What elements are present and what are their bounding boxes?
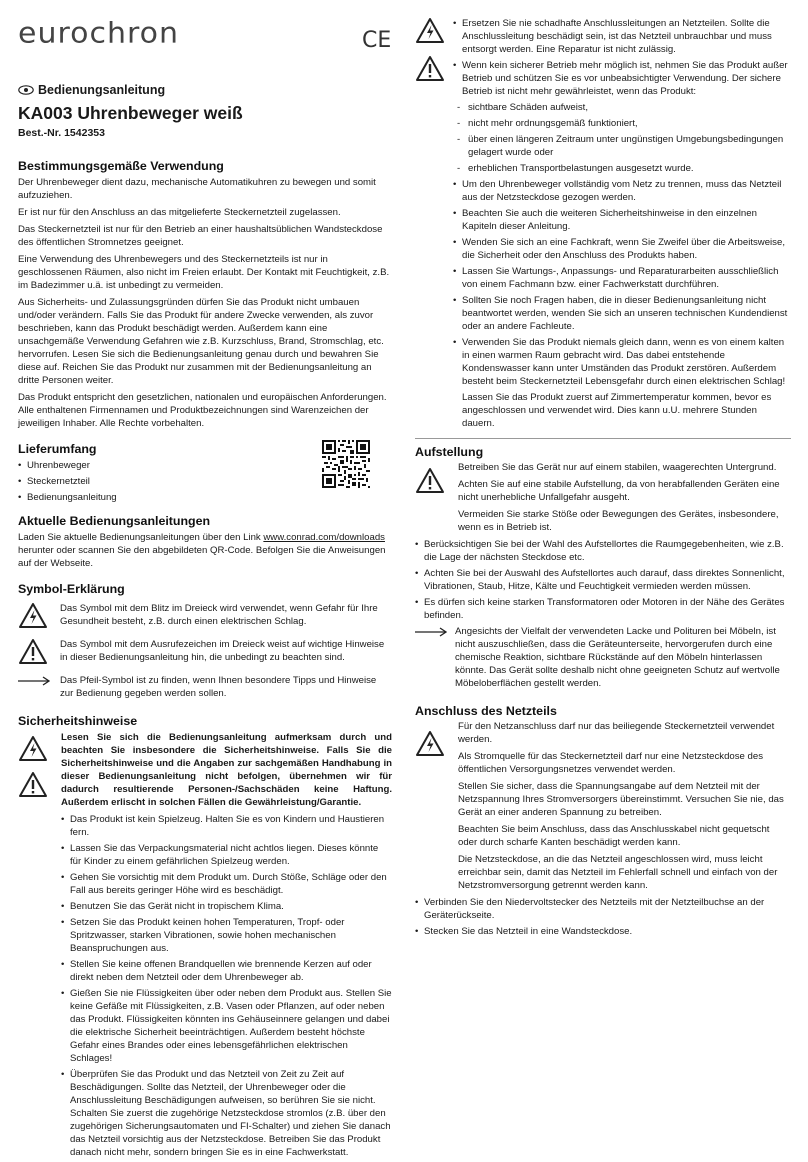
room-temp-note: Lassen Sie das Produkt zuerst auf Zimmertemperatur kommen, bevor es angeschlossen und verwendet wird. Dies kann u.U. mehrere Stunden dauern. — [462, 392, 772, 429]
symbol-row-exclamation — [18, 638, 392, 672]
safety-continued — [415, 17, 791, 430]
safety-item: • Verwenden Sie das Produkt niemals gleich dann, wenn es von einem kalten in einen warmen Raum gebracht wird. Das dabei entstehende Kondenswasser kann unter Umständen das Produkt zerstören. Außerdem besteht beim Steckernetzteil Lebensgefahr durch einen elektrischen Schlag! — [453, 336, 791, 388]
safety-item: • Gehen Sie vorsichtig mit dem Produkt um. Durch Stöße, Schläge oder den Fall aus bereits geringer Höhe wird es beschädigt. — [61, 871, 392, 897]
safety-item: • Das Produkt ist kein Spielzeug. Halten Sie es von Kindern und Haustieren fern. — [61, 813, 392, 839]
scope-item: • Uhrenbeweger — [18, 459, 318, 472]
ce-mark: CE — [362, 28, 392, 53]
condition-item: - sichtbare Schäden aufweist, — [453, 101, 791, 114]
intended-use-p5: Aus Sicherheits- und Zulassungsgründen dürfen Sie das Produkt nicht umbauen und/oder verändern. Falls Sie das Produkt für andere Zwecke verwenden, als zuvor beschrieben, kann das Produkt beschädigt werden. Außerdem kann eine unsachgemäße Verwendung Gefahren wie z.B. Kurzschluss, Brand, Stromschlag, etc. hervorrufen. Lesen Sie sich die Bedienungsanleitung genau durch und bewahren Sie diese auf. Reichen Sie das Produkt nur zusammen mit der Bedienungsanleitung an dritte Personen weiter. — [18, 297, 384, 386]
safety-item: • Gießen Sie nie Flüssigkeiten über oder neben dem Produkt aus. Stellen Sie keine Gefäße mit Flüssigkeiten, z.B. Vasen oder Pflanzen, auf oder neben das Produkt. Flüssigkeiten könnten ins Gehäuseinnere gelangen und dabei die elektrische Sicherheit beeinträchtigen. Außerdem besteht höchste Gefahr eines Brandes oder eines lebensgefährlichen elektrischen Schlages! — [61, 987, 392, 1065]
right-column — [415, 17, 791, 941]
setup-item: • Es dürfen sich keine starken Transformatoren oder Motoren in der Nähe des Gerätes befinden. — [415, 596, 791, 622]
lightning-warning-icon — [18, 735, 48, 762]
scope-list — [18, 459, 318, 504]
safety-item: • Wenn kein sicherer Betrieb mehr möglich ist, nehmen Sie das Produkt außer Betrieb und schützen Sie es vor unbeabsichtigter Verwendung. Der sichere Betrieb ist nicht mehr gewährleistet, wenn das Produkt: — [453, 59, 791, 98]
safety-heading: Sicherheitshinweise — [18, 714, 138, 728]
safety-list-left — [61, 813, 392, 1159]
safety-block — [18, 731, 392, 1159]
safety-item: • Überprüfen Sie das Produkt und das Netzteil von Zeit zu Zeit auf Beschädigungen. Sollte das Netzteil, der Uhrenbeweger oder die Anschlussleitung Beschädigungen aufweisen, so berühren Sie sie nicht. Schalten Sie zuerst die zugehörige Netzsteckdose stromlos (z.B. über den zugehörigen Sicherungsautomaten und FI-Schalter) und ziehen Sie danach das Netzteil vorsichtig aus der Netzsteckdose. Betreiben Sie das Produkt danach nicht mehr, sondern bringen Sie es in eine Fachwerkstatt. — [61, 1068, 392, 1159]
scope-heading: Lieferumfang — [18, 442, 97, 456]
safety-item: • Wenden Sie sich an eine Fachkraft, wenn Sie Zweifel über die Arbeitsweise, die Sicherheit oder den Anschluss des Produkts haben. — [453, 236, 791, 262]
power-warning-block — [415, 720, 791, 892]
intended-use-p1: Der Uhrenbeweger dient dazu, mechanische Automatikuhren zu bewegen und somit aufzuziehen. — [18, 177, 376, 201]
safety-item: • Ersetzen Sie nie schadhafte Anschlussleitungen an Netzteilen. Sollte die Anschlussleitung beschädigt sein, ist das Netzteil unbrauchbar und muss entsorgt werden. Eine Reparatur ist nicht zulässig. — [453, 17, 791, 56]
setup-heading: Aufstellung — [415, 445, 484, 459]
symbol-row-lightning — [18, 602, 392, 636]
power-warn-p2: Als Stromquelle für das Steckernetzteil darf nur eine Netzsteckdose des öffentlichen Versorgungsnetzes verwendet werden. — [458, 751, 764, 775]
power-warn-p3: Stellen Sie sicher, dass die Spannungsangabe auf dem Netzteil mit der Netzspannung Ihres Stromversorgers übereinstimmt. Versuchen Sie nie, das Gerät an einer anderen Spannung zu betreiben. — [458, 781, 784, 818]
exclamation-warning-icon — [18, 638, 48, 665]
brand-logo: eurochron — [18, 16, 180, 51]
lightning-warning-icon — [18, 602, 48, 629]
safety-list-right — [453, 178, 791, 388]
intended-use-p4: Eine Verwendung des Uhrenbewegers und des Steckernetzteils ist nur in geschlossenen Räumen, also nicht im Freien erlaubt. Der Kontakt mit Feuchtigkeit, z.B. im Badezimmer u.ä. ist unbedingt zu vermeiden. — [18, 254, 390, 291]
condition-item: - über einen längeren Zeitraum unter ungünstigen Umgebungsbedingungen gelagert wurde oder — [453, 133, 791, 159]
power-warn-p4: Beachten Sie beim Anschluss, dass das Anschlusskabel nicht gequetscht oder durch scharfe Kanten beschädigt werden kann. — [458, 824, 770, 848]
power-warn-p1: Für den Netzanschluss darf nur das beiliegende Steckernetzteil verwendet werden. — [458, 721, 775, 745]
symbol-text-lightning: Das Symbol mit dem Blitz im Dreieck wird verwendet, wenn Gefahr für Ihre Gesundheit besteht, z.B. durch einen elektrischen Schlag. — [60, 603, 378, 627]
condition-item: - nicht mehr ordnungsgemäß funktioniert, — [453, 117, 791, 130]
intended-use-p2: Er ist nur für den Anschluss an das mitgelieferte Steckernetzteil zugelassen. — [18, 207, 341, 218]
condition-list — [453, 101, 791, 175]
updates-text: Laden Sie aktuelle Bedienungsanleitungen über den Link www.conrad.com/downloads herunter oder scannen Sie den abgebildeten QR-Code. Befolgen Sie die Anweisungen auf der Webseite. — [18, 532, 386, 569]
doc-title: KA003 Uhrenbeweger weiß — [18, 103, 243, 123]
safety-item: • Um den Uhrenbeweger vollständig vom Netz zu trennen, muss das Netzteil aus der Netzsteckdose gezogen werden. — [453, 178, 791, 204]
qr-code — [322, 440, 370, 488]
section-rule — [415, 438, 791, 439]
symbol-text-exclamation: Das Symbol mit dem Ausrufezeichen im Dreieck weist auf wichtige Hinweise in dieser Bedienungsanleitung hin, die unbedingt zu beachten sind. — [60, 639, 385, 663]
doc-type-label: Bedienungsanleitung — [38, 83, 166, 97]
intended-use-body — [18, 176, 392, 430]
intended-use-p6: Das Produkt entspricht den gesetzlichen, nationalen und europäischen Anforderungen. Alle enthaltenen Firmennamen und Produktbezeichnungen sind Warenzeichen der jeweiligen Inhaber. Alle Rechte vorbehalten. — [18, 392, 387, 429]
doc-type-line — [18, 83, 392, 97]
setup-warn-p1: Betreiben Sie das Gerät nur auf einem stabilen, waagerechten Untergrund. — [458, 462, 777, 473]
power-warn-p5: Die Netzsteckdose, an die das Netzteil angeschlossen wird, muss leicht erreichbar sein, damit das Netzteil im Fehlerfall schnell und einfach von der Netzstromversorgung getrennt werden kann. — [458, 854, 778, 891]
setup-tip-block — [415, 625, 791, 690]
setup-list — [415, 538, 791, 622]
symbol-text-arrow: Das Pfeil-Symbol ist zu finden, wenn Ihnen besondere Tipps und Hinweise zur Bedienung gegeben werden sollen. — [60, 675, 377, 699]
safety-item: • Lassen Sie Wartungs-, Anpassungs- und Reparaturarbeiten ausschließlich von einem Fachmann bzw. einer Fachwerkstatt durchführen. — [453, 265, 791, 291]
safety-item: • Benutzen Sie das Gerät nicht in tropischem Klima. — [61, 900, 392, 913]
condition-item: - erheblichen Transportbelastungen ausgesetzt wurde. — [453, 162, 791, 175]
setup-item: • Achten Sie bei der Auswahl des Aufstellortes auch darauf, dass direktes Sonnenlicht, Vibrationen, Staub, Hitze, Kälte und Feuchtigkeit vermieden werden müssen. — [415, 567, 791, 593]
symbols-heading: Symbol-Erklärung — [18, 582, 125, 596]
power-item: • Stecken Sie das Netzteil in eine Wandsteckdose. — [415, 925, 791, 938]
safety-intro: Lesen Sie sich die Bedienungsanleitung aufmerksam durch und beachten Sie insbesondere die Sicherheitshinweise. Falls Sie die Sicherheitshinweise und die Angaben zur sachgemäßen Handhabung in dieser Bedienungsanleitung nicht befolgen, übernehmen wir für dadurch resultierende Personen-/Sachschäden keine Haftung. Außerdem erlischt in solchen Fällen die Gewährleistung/Garantie. — [61, 732, 392, 808]
symbols-list — [18, 602, 392, 702]
safety-list-right-top — [453, 17, 791, 98]
intended-use-heading: Bestimmungsgemäße Verwendung — [18, 159, 224, 173]
exclamation-warning-icon — [18, 771, 48, 798]
eye-icon — [18, 85, 34, 95]
setup-warn-p3: Vermeiden Sie starke Stöße oder Bewegungen des Gerätes, insbesondere, wenn es in Betrieb ist. — [458, 509, 779, 533]
intended-use-p3: Das Steckernetzteil ist nur für den Betrieb an einer haushaltsüblichen Wandsteckdose des öffentlichen Stromnetzes geeignet. — [18, 224, 383, 248]
scope-item: • Steckernetzteil — [18, 475, 318, 488]
setup-tip: Angesichts der Vielfalt der verwendeten Lacke und Polituren bei Möbeln, ist nicht auszuschließen, dass die Geräteunterseite, hervorgerufen durch eine chemische Reaktion, sichtbare Rückstände auf den Möbeln hinterlassen könnte. Das Gerät sollte deshalb nicht ohne geeigneten Schutz auf wertvolle Möbeloberflächen gestellt werden. — [455, 626, 780, 689]
downloads-link[interactable]: www.conrad.com/downloads — [263, 532, 385, 543]
symbol-row-arrow — [18, 674, 392, 702]
arrow-icon — [18, 676, 50, 686]
setup-item: • Berücksichtigen Sie bei der Wahl des Aufstellortes die Raumgegebenheiten, wie z.B. die Lage der nächsten Steckdose etc. — [415, 538, 791, 564]
power-heading: Anschluss des Netzteils — [415, 704, 557, 718]
safety-item: • Setzen Sie das Produkt keinen hohen Temperaturen, Tropf- oder Spritzwasser, starken Vibrationen, sowie hohen mechanischen Beanspruchungen aus. — [61, 916, 392, 955]
setup-warn-p2: Achten Sie auf eine stabile Aufstellung, da von herabfallenden Geräten eine nicht unerhebliche Unfallgefahr ausgeht. — [458, 479, 780, 503]
safety-item: • Lassen Sie das Verpackungsmaterial nicht achtlos liegen. Dieses könnte für Kinder zu einem gefährlichen Spielzeug werden. — [61, 842, 392, 868]
safety-item: • Sollten Sie noch Fragen haben, die in dieser Bedienungsanleitung nicht beantwortet werden, wenden Sie sich an unseren technischen Kundendienst oder an andere Fachleute. — [453, 294, 791, 333]
power-item: • Verbinden Sie den Niedervoltstecker des Netzteils mit der Netzteilbuchse an der Geräterückseite. — [415, 896, 791, 922]
safety-item: • Beachten Sie auch die weiteren Sicherheitshinweise in den einzelnen Kapiteln dieser Anleitung. — [453, 207, 791, 233]
power-list — [415, 896, 791, 938]
order-number: Best.-Nr. 1542353 — [18, 127, 105, 139]
updates-heading: Aktuelle Bedienungsanleitungen — [18, 514, 211, 528]
exclamation-warning-icon — [415, 467, 445, 494]
scope-item: • Bedienungsanleitung — [18, 491, 318, 504]
lightning-warning-icon — [415, 730, 445, 757]
left-column — [18, 83, 392, 1162]
lightning-warning-icon — [415, 17, 445, 44]
setup-warning-block — [415, 461, 791, 534]
exclamation-warning-icon — [415, 55, 445, 82]
safety-item: • Stellen Sie keine offenen Brandquellen wie brennende Kerzen auf oder direkt neben dem Netzteil oder dem Uhrenbeweger ab. — [61, 958, 392, 984]
arrow-icon — [415, 627, 447, 637]
